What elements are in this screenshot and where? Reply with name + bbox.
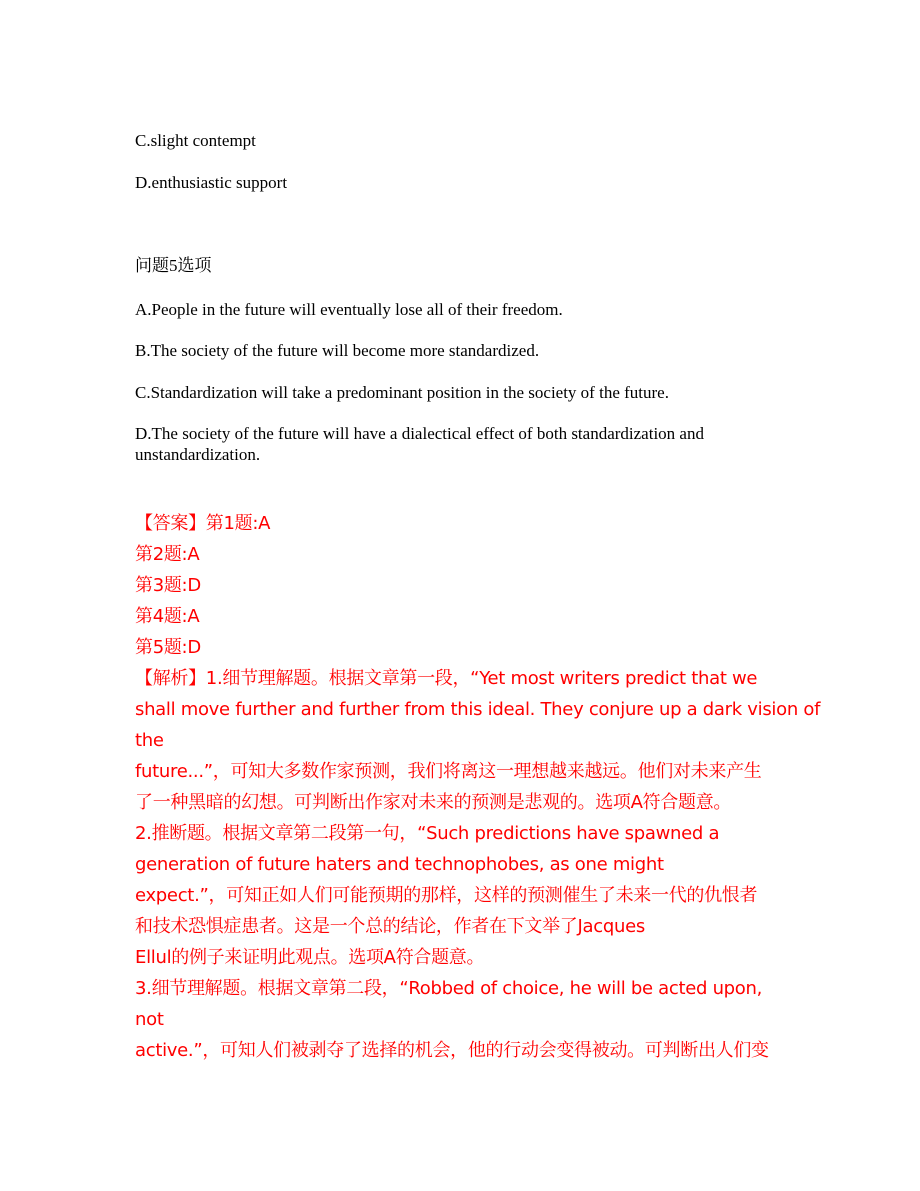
q5-option-d-line1: D.The society of the future will have a dialectical effect of both standardization and: [135, 424, 704, 443]
answer-line: the: [135, 730, 164, 751]
q4-option-c: C.slight contempt: [135, 131, 256, 150]
answer-line: 和技术恐惧症患者。这是一个总的结论，作者在下文举了Jacques: [135, 916, 645, 937]
answer-line: future...”，可知大多数作家预测，我们将离这一理想越来越远。他们对未来产生: [135, 761, 762, 782]
answer-explanation: [135, 508, 821, 1066]
answer-line: 【答案】第1题:A: [135, 513, 271, 534]
q4-option-d: D.enthusiastic support: [135, 173, 288, 192]
q5-option-c: C.Standardization will take a predominant position in the society of the future.: [135, 383, 669, 402]
q5-option-a: A.People in the future will eventually lose all of their freedom.: [135, 300, 563, 319]
answer-line: 第2题:A: [135, 544, 200, 565]
answer-line: active.”，可知人们被剥夺了选择的机会，他的行动会变得被动。可判断出人们变: [135, 1040, 769, 1061]
q5-option-d-line2: unstandardization.: [135, 445, 261, 464]
answer-line: expect.”，可知正如人们可能预期的那样，这样的预测催生了未来一代的仇恨者: [135, 885, 758, 906]
q5-option-b: B.The society of the future will become more standardized.: [135, 341, 540, 360]
answer-line: generation of future haters and technophobes, as one might: [135, 854, 664, 875]
answer-line: 了一种黑暗的幻想。可判断出作家对未来的预测是悲观的。选项A符合题意。: [135, 792, 732, 813]
answer-line: 第3题:D: [135, 575, 201, 596]
answer-line: 第5题:D: [135, 637, 201, 658]
answer-line: Ellul的例子来证明此观点。选项A符合题意。: [135, 947, 485, 968]
answer-line: 2.推断题。根据文章第二段第一句，“Such predictions have spawned a: [135, 823, 720, 844]
answer-line: not: [135, 1009, 164, 1030]
answer-line: 【解析】1.细节理解题。根据文章第一段，“Yet most writers predict that we: [135, 668, 758, 689]
answer-line: 第4题:A: [135, 606, 200, 627]
q5-title: 问题5选项: [135, 256, 212, 275]
answer-line: 3.细节理解题。根据文章第二段，“Robbed of choice, he will be acted upon,: [135, 978, 763, 999]
answer-line: shall move further and further from this ideal. They conjure up a dark vision of: [135, 699, 821, 720]
